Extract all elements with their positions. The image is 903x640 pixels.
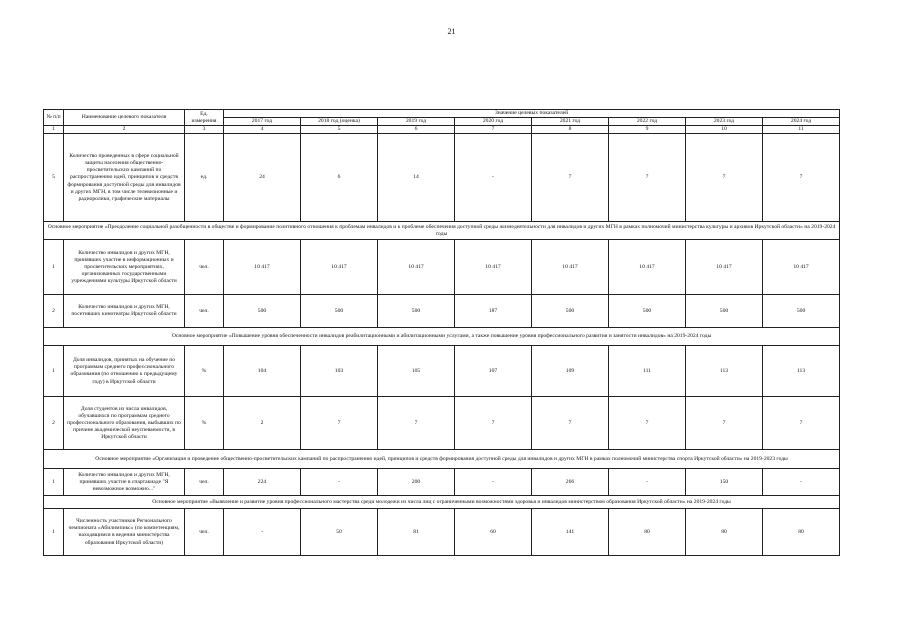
unit-cell: чел. (185, 469, 224, 496)
value-cell: 10 417 (224, 240, 301, 295)
value-cell: 7 (686, 397, 763, 450)
column-number: 7 (455, 126, 532, 134)
value-cell: 500 (378, 295, 455, 328)
column-number: 5 (301, 126, 378, 134)
value-cell: 7 (378, 397, 455, 450)
value-cell: 7 (609, 134, 686, 222)
column-number: 8 (532, 126, 609, 134)
year-header: 2022 год (609, 118, 686, 126)
section-heading: Основное мероприятие «Преодоление социальной разобщенности в обществе и формирование позитивного отношения к проблемам инвалидов и к проблеме обеспечения доступной среды жизнедеятельности для инвалидов и других МГН в рамках полномочий министерства культуры и архивов Иркутской области» на 2019-2024 годы (44, 222, 840, 240)
value-cell: 24 (224, 134, 301, 222)
value-cell: 266 (532, 469, 609, 496)
value-cell: 7 (532, 134, 609, 222)
column-number: 4 (224, 126, 301, 134)
value-cell: 111 (609, 346, 686, 397)
value-cell: 10 417 (532, 240, 609, 295)
section-row (44, 222, 840, 240)
header-row-1 (44, 110, 840, 118)
year-header: 2017 год (224, 118, 301, 126)
value-cell: 10 417 (455, 240, 532, 295)
value-cell: 500 (686, 295, 763, 328)
column-number: 2 (64, 126, 185, 134)
unit-cell: % (185, 346, 224, 397)
unit-cell: ед. (185, 134, 224, 222)
value-cell: 500 (763, 295, 840, 328)
value-cell: - (455, 469, 532, 496)
value-cell: 7 (532, 397, 609, 450)
year-header: 2020 год (455, 118, 532, 126)
indicator-name: Количество проведенных в сфере социальной защиты населения общественно-просветительских кампаний по распространению идей, принципов и средств формирования доступной среды для инвалидов и других МГН, в том числе телевизионные и радиоролики, графические материалы (64, 134, 185, 222)
section-row (44, 496, 840, 509)
section-heading: Основное мероприятие «Выявление и развитие уровня профессионального мастерства среди молодежи из числа лиц с ограниченными возможностями здоровья и инвалидов министерством образования Иркутской области» на 2019-2024 годы (44, 496, 840, 509)
value-cell: - (455, 134, 532, 222)
unit-cell: чел. (185, 509, 224, 556)
table-row (44, 397, 840, 450)
col-num-header: № п/п (44, 110, 64, 126)
year-header: 2024 год (763, 118, 840, 126)
value-cell: 105 (378, 346, 455, 397)
target-indicators-table (43, 109, 840, 556)
table-row (44, 346, 840, 397)
table-row (44, 469, 840, 496)
value-cell: 103 (301, 346, 378, 397)
indicator-name: Количество инвалидов и других МГН, принявших участие в информационных и просветительских мероприятиях, организованных государственными учреждениями культуры Иркутской области (64, 240, 185, 295)
value-cell: 7 (763, 397, 840, 450)
value-cell: 10 417 (763, 240, 840, 295)
value-cell: - (301, 469, 378, 496)
value-cell: 10 417 (686, 240, 763, 295)
row-number: 1 (44, 509, 64, 556)
value-cell: 150 (686, 469, 763, 496)
year-header: 2019 год (378, 118, 455, 126)
value-cell: - (224, 509, 301, 556)
unit-cell: % (185, 397, 224, 450)
value-cell: 80 (763, 509, 840, 556)
value-cell: 7 (763, 134, 840, 222)
value-cell: 14 (378, 134, 455, 222)
value-cell: 50 (301, 509, 378, 556)
column-number: 9 (609, 126, 686, 134)
table-row (44, 134, 840, 222)
value-cell: 6 (301, 134, 378, 222)
indicator-name: Количество инвалидов и других МГН, посетивших кинотеатры Иркутской области (64, 295, 185, 328)
value-cell: 500 (224, 295, 301, 328)
value-cell: 141 (532, 509, 609, 556)
col-name-header: Наименование целевого показателя (64, 110, 185, 126)
unit-cell: чел. (185, 240, 224, 295)
year-header: 2021 год (532, 118, 609, 126)
section-row (44, 450, 840, 469)
value-cell: 113 (686, 346, 763, 397)
value-cell: 10 417 (301, 240, 378, 295)
value-cell: 81 (378, 509, 455, 556)
value-cell: 10 417 (378, 240, 455, 295)
indicator-name: Доля студентов из числа инвалидов, обучавшихся по программам среднего профессионального образования, выбывших по причине академической неуспеваемости, в Иркутской области (64, 397, 185, 450)
value-cell: 7 (455, 397, 532, 450)
value-cell: 7 (301, 397, 378, 450)
column-number: 10 (686, 126, 763, 134)
section-heading: Основное мероприятие «Повышение уровня обеспеченности инвалидов реабилитационными и абилитационными услугами, а также повышение уровня профессионального развития и занятости инвалидов» на 2019-2024 годы (44, 328, 840, 346)
value-cell: 113 (763, 346, 840, 397)
table-row (44, 509, 840, 556)
row-number: 2 (44, 397, 64, 450)
table-row (44, 295, 840, 328)
value-cell: 60 (455, 509, 532, 556)
column-number: 3 (185, 126, 224, 134)
column-number: 1 (44, 126, 64, 134)
row-number: 1 (44, 240, 64, 295)
row-number: 2 (44, 295, 64, 328)
column-number: 11 (763, 126, 840, 134)
value-cell: 10 417 (609, 240, 686, 295)
value-cell: 200 (378, 469, 455, 496)
column-numbers-row (44, 126, 840, 134)
row-number: 1 (44, 346, 64, 397)
value-cell: 500 (532, 295, 609, 328)
value-cell: - (763, 469, 840, 496)
values-group-header: Значение целевых показателей (224, 110, 840, 118)
unit-cell: чел. (185, 295, 224, 328)
year-header: 2018 год (оценка) (301, 118, 378, 126)
col-unit-header: Ед. измерения (185, 110, 224, 126)
page-number: 21 (447, 27, 456, 36)
value-cell: 500 (609, 295, 686, 328)
section-row (44, 328, 840, 346)
year-header: 2023 год (686, 118, 763, 126)
table-row (44, 240, 840, 295)
row-number: 1 (44, 469, 64, 496)
value-cell: 80 (609, 509, 686, 556)
value-cell: 7 (609, 397, 686, 450)
value-cell: 80 (686, 509, 763, 556)
section-heading: Основное мероприятие «Организация и проведение общественно-просветительских кампаний по распространению идей, принципов и средств формирования доступной среды для инвалидов и других МГН в рамках полномочий министерства спорта Иркутской области» на 2019-2023 годы (44, 450, 840, 469)
column-number: 6 (378, 126, 455, 134)
value-cell: 104 (224, 346, 301, 397)
row-number: 5 (44, 134, 64, 222)
value-cell: 7 (686, 134, 763, 222)
indicator-name: Доля инвалидов, принятых на обучение по программам среднего профессионального образования (по отношению к предыдущему году) в Иркутской области (64, 346, 185, 397)
indicator-name: Численность участников Регионального чемпионата «Абилимпикс» (по компетенциям, находящимся в ведении министерства образования Иркутской области) (64, 509, 185, 556)
indicator-name: Количество инвалидов и других МГН, принявших участие в спартакиаде "Я невозможное возможно..." (64, 469, 185, 496)
value-cell: 107 (455, 346, 532, 397)
value-cell: 2 (224, 397, 301, 450)
value-cell: 187 (455, 295, 532, 328)
value-cell: - (609, 469, 686, 496)
value-cell: 109 (532, 346, 609, 397)
value-cell: 500 (301, 295, 378, 328)
value-cell: 224 (224, 469, 301, 496)
